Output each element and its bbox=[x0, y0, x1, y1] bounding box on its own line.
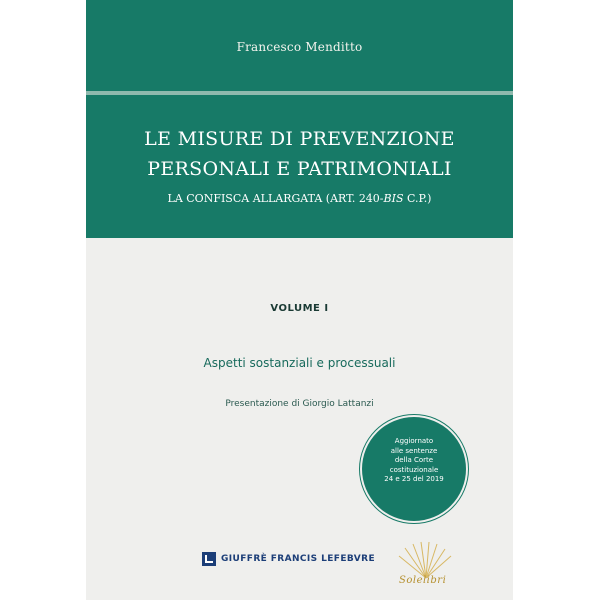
publisher-logo-block bbox=[202, 552, 375, 566]
badge-line: costituzionale bbox=[389, 465, 439, 474]
subtitle-italic: BIS bbox=[383, 192, 404, 205]
book-title-line-1: LE MISURE DI PREVENZIONE bbox=[144, 128, 455, 150]
badge-line: della Corte bbox=[394, 456, 434, 464]
update-badge-text bbox=[362, 437, 466, 485]
giuffre-square-logo-icon bbox=[202, 552, 216, 566]
presentation-credit: Presentazione di Giorgio Lattanzi bbox=[225, 399, 374, 409]
book-cover bbox=[86, 0, 513, 600]
subtitle-suffix: C.P.) bbox=[403, 192, 432, 205]
book-subtitle bbox=[86, 192, 513, 205]
title-band bbox=[86, 95, 513, 238]
update-badge bbox=[362, 417, 466, 521]
badge-line: Aggiornato bbox=[394, 437, 434, 445]
book-title-line-2: PERSONALI E PATRIMONIALI bbox=[147, 158, 452, 180]
publisher-name: GIUFFRÈ FRANCIS LEFEBVRE bbox=[221, 554, 376, 564]
volume-label: VOLUME I bbox=[270, 303, 329, 314]
imprint-name: Solelibri bbox=[399, 575, 447, 586]
badge-line: alle sentenze bbox=[390, 446, 438, 455]
volume-subtitle: Aspetti sostanziali e processuali bbox=[203, 356, 396, 370]
sun-rays-icon bbox=[391, 540, 461, 580]
subtitle-prefix: LA CONFISCA ALLARGATA (ART. 240- bbox=[167, 192, 384, 205]
badge-line: 24 e 25 del 2019 bbox=[384, 475, 444, 483]
author-band bbox=[86, 0, 513, 91]
author-name: Francesco Menditto bbox=[236, 40, 363, 54]
